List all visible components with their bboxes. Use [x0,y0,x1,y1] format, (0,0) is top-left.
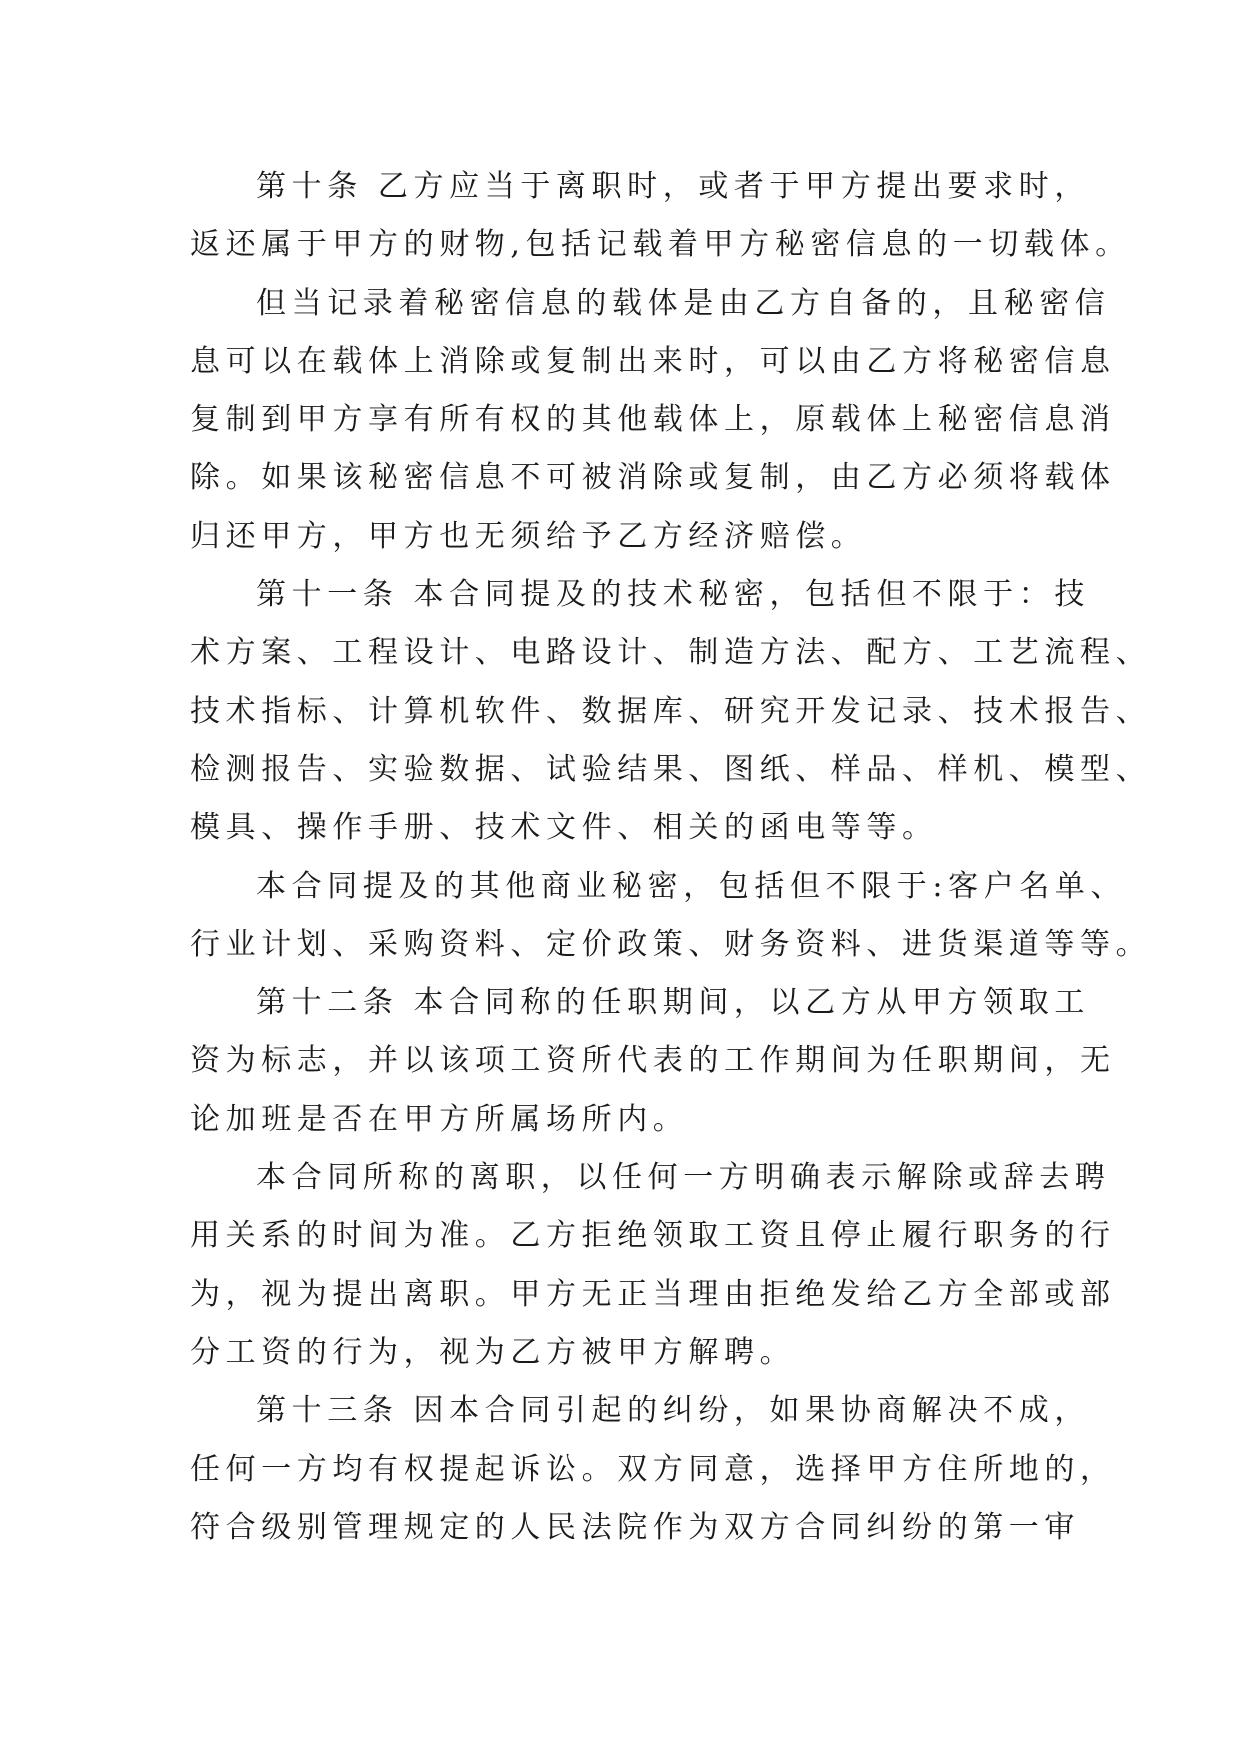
paragraph-line: 复制到甲方享有所有权的其他载体上，原载体上秘密信息消 [190,402,1116,438]
paragraph-line: 行业计划、采购资料、定价政策、财务资料、进货渠道等等。 [190,926,1152,962]
paragraph-line: 第十条 乙方应当于离职时，或者于甲方提出要求时， [256,169,1090,204]
paragraph-line: 归还甲方，甲方也无须给予乙方经济赔偿。 [190,518,867,554]
paragraph-line: 模具、操作手册、技术文件、相关的函电等等。 [190,810,938,846]
paragraph-line: 除。如果该秘密信息不可被消除或复制，由乙方必须将载体 [190,460,1116,496]
paragraph-line: 用关系的时间为准。乙方拒绝领取工资且停止履行职务的行 [190,1218,1116,1254]
paragraph-line: 第十一条 本合同提及的技术秘密，包括但不限于：技 [256,577,1090,613]
paragraph-line: 返还属于甲方的财物,包括记载着甲方秘密信息的一切载体。 [190,227,1131,263]
paragraph-line: 第十二条 本合同称的任职期间，以乙方从甲方领取工 [256,985,1090,1021]
paragraph-line: 本合同所称的离职，以任何一方明确表示解除或辞去聘 [256,1160,1111,1196]
paragraph-line: 分工资的行为，视为乙方被甲方解聘。 [190,1334,796,1370]
paragraph-line: 论加班是否在甲方所属场所内。 [190,1101,689,1137]
paragraph-line: 技术指标、计算机软件、数据库、研究开发记录、技术报告、 [190,693,1152,729]
paragraph-line: 但当记录着秘密信息的载体是由乙方自备的，且秘密信 [256,285,1111,321]
paragraph-line: 符合级别管理规定的人民法院作为双方合同纠纷的第一审 [190,1509,1080,1545]
paragraph-line: 资为标志，并以该项工资所代表的工作期间为任职期间，无 [190,1043,1116,1079]
paragraph-line: 任何一方均有权提起诉讼。双方同意，选择甲方住所地的， [190,1451,1116,1487]
paragraph-line: 检测报告、实验数据、试验结果、图纸、样品、样机、模型、 [190,751,1152,787]
paragraph-line: 本合同提及的其他商业秘密，包括但不限于:客户名单、 [256,868,1127,904]
paragraph-line: 息可以在载体上消除或复制出来时，可以由乙方将秘密信息 [190,343,1116,379]
document-body [190,158,1152,1557]
paragraph-line: 术方案、工程设计、电路设计、制造方法、配方、工艺流程、 [190,635,1152,671]
paragraph-line: 第十三条 因本合同引起的纠纷，如果协商解决不成， [256,1393,1090,1429]
paragraph-line: 为，视为提出离职。甲方无正当理由拒绝发给乙方全部或部 [190,1276,1116,1312]
